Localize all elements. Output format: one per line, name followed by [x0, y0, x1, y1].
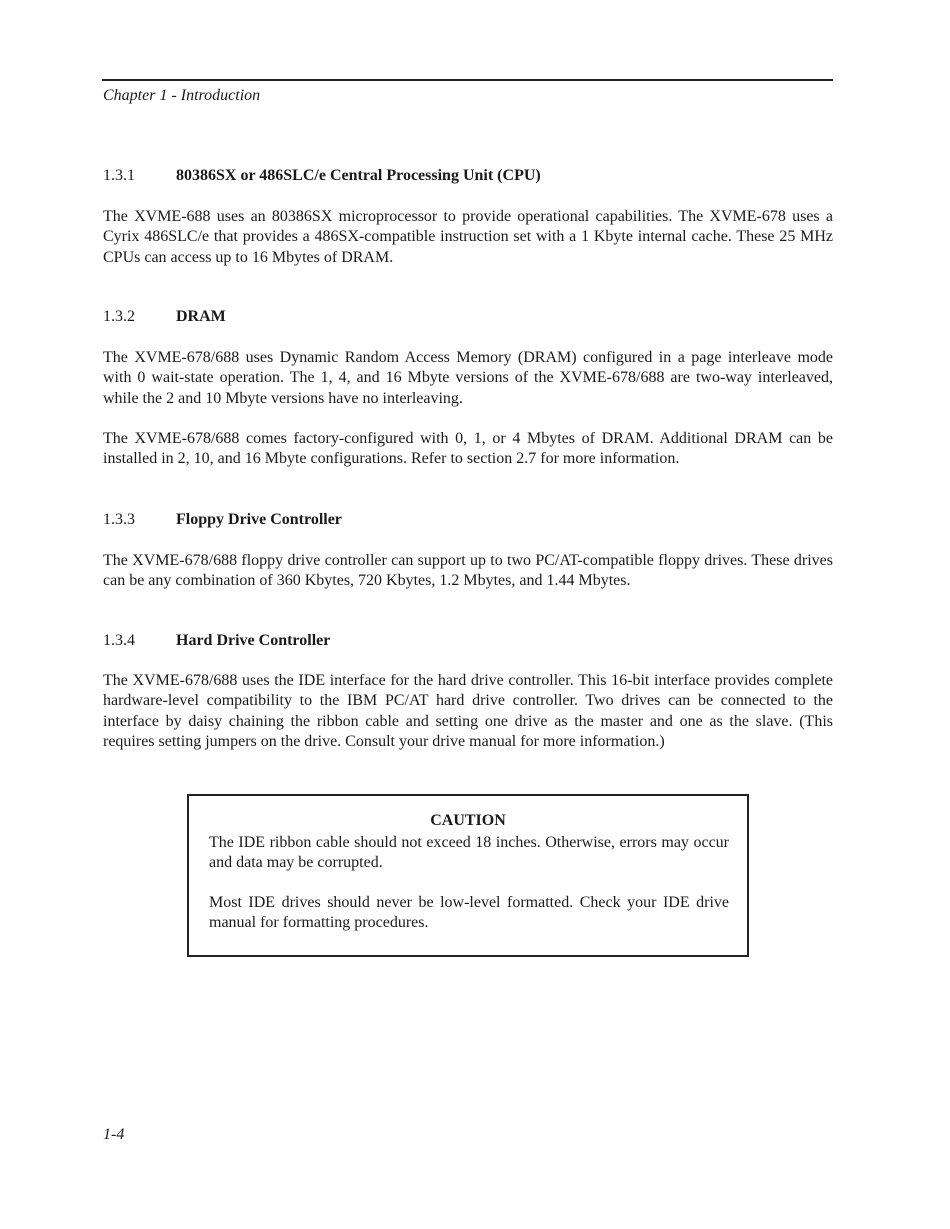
section-number: 1.3.1 [103, 167, 135, 184]
section-heading-cpu [103, 167, 541, 185]
caution-paragraph-2: Most IDE drives should never be low-level formatted. Check your IDE drive manual for formatting procedures. [209, 894, 729, 932]
header-rule [102, 79, 833, 81]
page-number: 1-4 [103, 1126, 125, 1143]
section-title: Floppy Drive Controller [176, 511, 342, 528]
chapter-header: Chapter 1 - Introduction [103, 87, 261, 104]
section-number: 1.3.4 [103, 632, 135, 649]
section-number: 1.3.3 [103, 511, 135, 528]
paragraph-hard-drive: The XVME-678/688 uses the IDE interface for the hard drive controller. This 16-bit interface provides complete hardware-level compatibility to the IBM PC/AT hard drive controller. Two drives can be connected to the interface by daisy chaining the ribbon cable and setting one drive as the master and one as the slave. (This requires setting jumpers on the drive. Consult your drive manual for more information.) [103, 672, 833, 750]
paragraph-dram-2: The XVME-678/688 comes factory-configured with 0, 1, or 4 Mbytes of DRAM. Additional DRAM can be installed in 2, 10, and 16 Mbyte configurations. Refer to section 2.7 for more information. [103, 430, 833, 468]
caution-paragraph-1: The IDE ribbon cable should not exceed 18 inches. Otherwise, errors may occur and data may be corrupted. [209, 834, 729, 872]
section-heading-floppy [103, 511, 342, 529]
paragraph-dram-1: The XVME-678/688 uses Dynamic Random Access Memory (DRAM) configured in a page interleave mode with 0 wait-state operation. The 1, 4, and 16 Mbyte versions of the XVME-678/688 are two-way interleaved, while the 2 and 10 Mbyte versions have no interleaving. [103, 349, 833, 407]
section-title: Hard Drive Controller [176, 632, 331, 649]
caution-title: CAUTION [430, 812, 506, 829]
section-heading-dram [103, 308, 226, 326]
section-number: 1.3.2 [103, 308, 135, 325]
caution-box [187, 794, 749, 957]
paragraph-floppy: The XVME-678/688 floppy drive controller can support up to two PC/AT-compatible floppy drives. These drives can be any combination of 360 Kbytes, 720 Kbytes, 1.2 Mbytes, and 1.44 Mbytes. [103, 552, 833, 590]
section-title: DRAM [176, 308, 226, 325]
paragraph-cpu: The XVME-688 uses an 80386SX microprocessor to provide operational capabilities. The XVME-678 uses a Cyrix 486SLC/e that provides a 486SX-compatible instruction set with a 1 Kbyte internal cache. These 25 MHz CPUs can access up to 16 Mbytes of DRAM. [103, 208, 833, 266]
section-heading-hard-drive [103, 632, 330, 650]
section-title: 80386SX or 486SLC/e Central Processing Unit (CPU) [176, 167, 541, 184]
